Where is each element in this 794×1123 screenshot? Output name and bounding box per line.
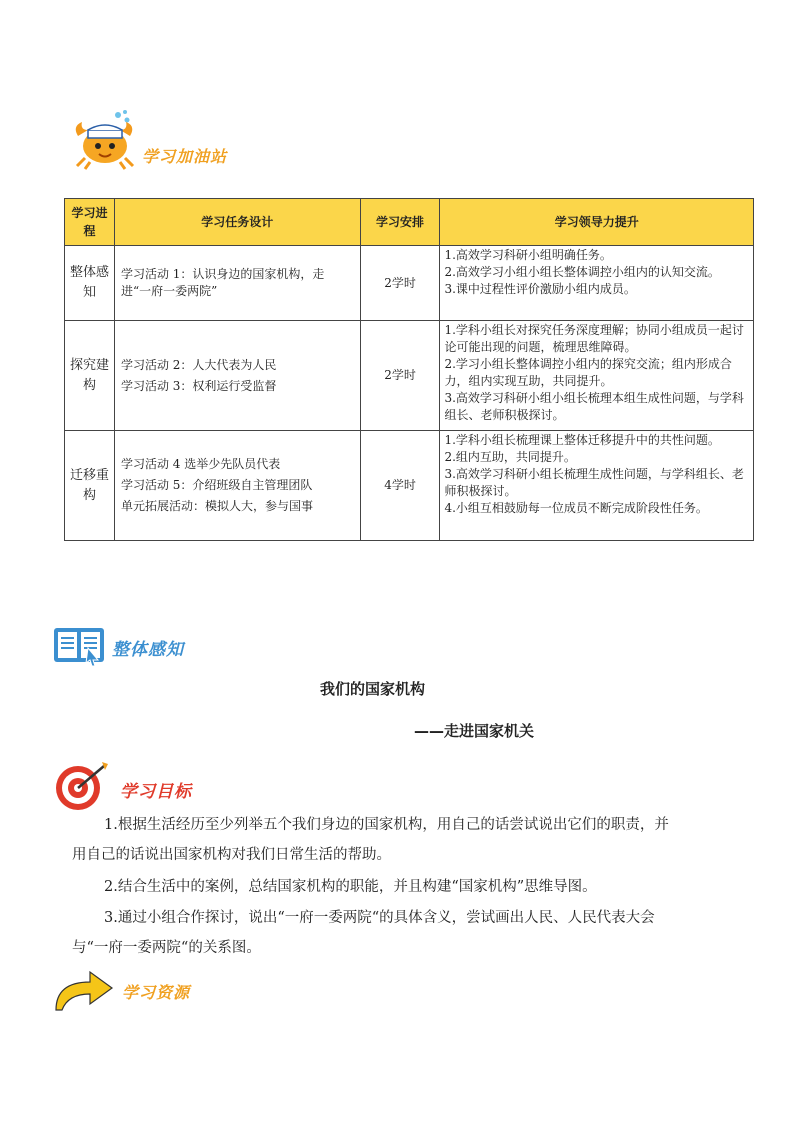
curved-arrow-icon [50,966,116,1012]
lead-item: 4.小组互相鼓励每一位成员不断完成阶段性任务。 [444,501,708,515]
header-stage: 学习进程 [65,199,115,246]
stage-cell: 探究建构 [65,321,115,431]
stage-cell: 整体感知 [65,246,115,321]
goal-line: 1.根据生活经历至少列举五个我们身边的国家机构，用自己的话尝试说出它们的职责，并 [104,817,669,833]
resources-banner-label: 学习资源 [122,983,191,1002]
goal-line: 与“一府一委两院“的关系图。 [72,940,261,956]
goal-line: 用自己的话说出国家机构对我们日常生活的帮助。 [72,847,391,863]
header-banner-label: 学习加油站 [142,147,228,166]
table-row [65,246,754,321]
header-task: 学习任务设计 [114,199,360,246]
task-cell [114,246,360,321]
hours-cell: 2学时 [360,246,440,321]
lead-item: 2.学习小组长整体调控小组内的探究交流；组内形成合力，组内实现互助，共同提升。 [444,357,732,388]
stage-cell: 迁移重构 [65,431,115,541]
header-leadership: 学习领导力提升 [440,199,754,246]
goal-line: 3.通过小组合作探讨，说出“一府一委两院“的具体含义，尝试画出人民、人民代表大会 [104,910,655,926]
table-header-row [65,199,754,246]
lesson-subtitle: ——走进国家机关 [414,722,535,740]
lead-cell [440,246,754,321]
lead-cell [440,321,754,431]
goals-banner-label: 学习目标 [120,782,192,802]
task-item: 学习活动 2：人大代表为人民 [120,357,277,372]
goal-line: 2.结合生活中的案例，总结国家机构的职能，并且构建“国家机构”思维导图。 [104,879,597,895]
crab-mascot-icon [70,108,140,170]
task-cell [114,321,360,431]
lead-item: 1.学科小组长对探究任务深度理解；协同小组成员一起讨论可能出现的问题，梳理思维障碍。 [444,323,744,354]
hours-cell: 2学时 [360,321,440,431]
task-item: 学习活动 5：介绍班级自主管理团队 [120,478,313,492]
header-hours: 学习安排 [360,199,440,246]
hours-cell: 4学时 [360,431,440,541]
task-item: 学习活动 1：认识身边的国家机构，走进“一府一委两院” [120,267,325,298]
overview-banner-label: 整体感知 [112,640,184,660]
lead-item: 2.组内互助，共同提升。 [444,450,576,464]
table-row [65,321,754,431]
task-item: 学习活动 4 选举少先队员代表 [120,457,281,471]
lead-cell [440,431,754,541]
task-cell [114,431,360,541]
lead-item: 1.高效学习科研小组明确任务。 [444,248,612,262]
lead-item: 3.高效学习科研小组长梳理生成性问题，与学科组长、老师积极探讨。 [444,467,744,498]
lesson-title: 我们的国家机构 [320,680,426,698]
lead-item: 2.高效学习小组小组长整体调控小组内的认知交流。 [444,265,720,279]
task-item: 单元拓展活动：模拟人大，参与国事 [120,499,313,513]
lead-item: 1.学科小组长梳理课上整体迁移提升中的共性问题。 [444,433,720,447]
lead-item: 3.课中过程性评价激励小组内成员。 [444,282,636,296]
lead-item: 3.高效学习科研小组小组长梳理本组生成性问题，与学科组长、老师积极探讨。 [444,391,744,422]
plan-table [64,198,754,541]
table-row [65,431,754,541]
target-arrow-icon [54,760,112,812]
task-item: 学习活动 3：权利运行受监督 [120,378,277,393]
open-book-icon [52,624,106,666]
